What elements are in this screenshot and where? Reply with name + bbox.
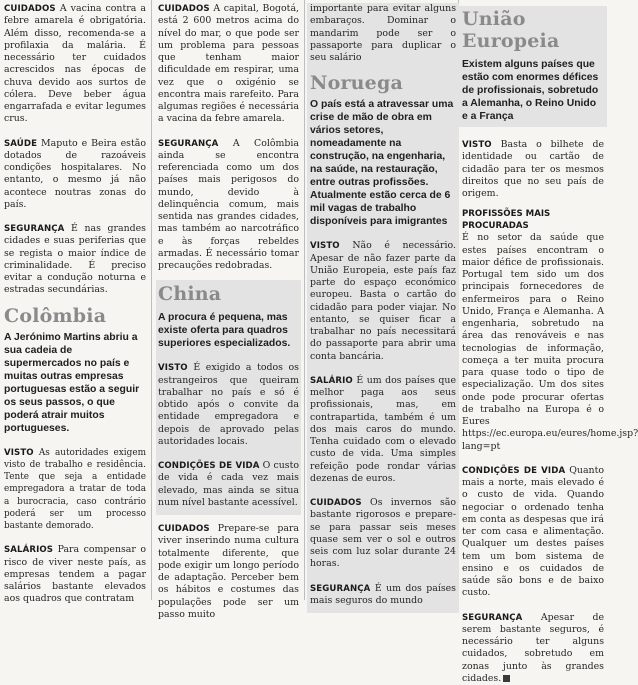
paragraph-seguranca	[462, 612, 604, 685]
lead-in: CONDIÇÕES DE VIDA	[158, 461, 259, 471]
paragraph-profissoes	[462, 232, 604, 453]
section-title-colombia: Colômbia	[4, 305, 146, 327]
lead-in: SAÚDE	[4, 139, 37, 149]
column-divider	[304, 0, 305, 600]
lead-in: SEGURANÇA	[158, 139, 218, 149]
column-divider	[151, 0, 152, 600]
section-title-noruega: Noruega	[310, 72, 456, 94]
paragraph-cuidados	[310, 497, 456, 571]
lead-in: SEGURANÇA	[4, 224, 64, 234]
body-text: É um dos países mais seguros do mundo	[310, 583, 456, 606]
body-text: É um dos países que melhor paga aos seus profissionais, mas, em contrapartida, também é um dos mais caros do mundo. Tenha cuidado com o elevado custo de vida. Uma simples refeição pode rondar várias dezenas de euros.	[310, 375, 456, 484]
subhead-profissoes: PROFISSÕES MAIS PROCURADAS	[462, 208, 604, 232]
column-3	[310, 3, 456, 613]
body-text: As autoridades exigem visto de trabalho e residência. Tente que seja a entidade empregadora a tratar de toda a burocracia, caso contrário poderá ser um processo bastante demorado.	[4, 448, 146, 532]
body-text: importante para evitar alguns embaraços. Dominar o mandarim pode ser o passaporte para duplicar o seu salário	[310, 3, 456, 63]
body-text: Apesar de serem bastante seguros, é necessário ter alguns cuidados, sobretudo em zonas junto às grandes cidades.	[462, 612, 604, 684]
body-text: É no setor da saúde que estes países encontram o maior défice de profissionais. Portugal tem sido um dos principais fornecedores de enfermeiros para o Reino Unido, França e Alemanha. A engenharia, sobretudo na área das renováveis e nas tecnologias de informação, começa a ter muita procura para quase todo o tipo de especialização. Um dos sites onde pode procurar ofertas de trabalho na Europa é o Eures https://ec.europa.eu/eures/home.jsp?lang=pt	[462, 232, 638, 451]
column-4	[462, 6, 604, 685]
lead-in: CUIDADOS	[158, 524, 210, 534]
lead-in: CUIDADOS	[4, 4, 56, 14]
paragraph-visto	[158, 362, 299, 448]
lead-in: CUIDADOS	[310, 498, 362, 508]
paragraph-cuidados	[4, 3, 146, 126]
paragraph-visto	[310, 240, 456, 363]
body-text: Maputo e Beira estão dotados de razoáveis condições hospitalares. No entanto, o mesmo já não acontece noutras zonas do país.	[4, 138, 146, 210]
column-2	[158, 3, 299, 621]
body-text: A capital, Bogotá, está 2 600 metros acima do nível do mar, o que pode ser um problema para pessoas que tenham maior dificuldade em respirar, uma vez que o oxigénio se encontra mais rarefeito. Para algumas regiões é necessária a vacina da febre amarela.	[158, 3, 299, 124]
standfirst-uniao-europeia: Existem alguns países que estão com enormes défices de profissionais, sobretudo a Alemanha, o Reino Unido e a França	[462, 58, 604, 123]
china-box	[156, 280, 301, 515]
body-text: É nas grandes cidades e suas periferias que se regista o maior índice de criminalidade. É preciso evitar a condução noturna e estradas secundárias.	[4, 223, 146, 295]
section-title-china: China	[158, 283, 299, 305]
body-text: Não é necessário. Apesar de não fazer parte da União Europeia, este país faz parte do espaço económico europeu. Basta o cartão do cidadão para poder viajar. No entanto, se quiser ficar a trabalhar no país necessitará do passaporte para abrir uma conta bancária.	[310, 240, 456, 361]
lead-in: VISTO	[158, 363, 188, 373]
lead-in: CONDIÇÕES DE VIDA	[462, 466, 565, 476]
body-text: Para compensar o risco de viver neste país, as empresas tendem a pagar salários bastante elevados aos quadros que contratam	[4, 544, 146, 604]
paragraph-cuidados	[158, 3, 299, 126]
lead-in: SEGURANÇA	[462, 613, 522, 623]
body-text: Prepare-se para viver inserindo numa cultura totalmente diferente, que pode exigir um longo período de adaptação. Perceber bem os hábitos e costumes das populações pode ser um passo muito	[158, 523, 299, 620]
body-text: A Colômbia ainda se encontra referenciada como um dos países mais perigosos do mundo, devido à delinquência comum, mais sentida nas grandes cidades, mas também ao narcotráfico e às forças rebeldes armadas. É necessário tomar precauções redobradas.	[158, 138, 299, 272]
section-title-uniao-europeia: União Europeia	[462, 8, 604, 52]
paragraph-salario	[310, 375, 456, 485]
standfirst-china: A procura é pequena, mas existe oferta para quadros superiores especializados.	[158, 311, 299, 350]
lead-in: VISTO	[310, 241, 340, 251]
paragraph-cuidados-china	[158, 523, 299, 621]
ue-box	[459, 6, 607, 127]
paragraph-visto	[462, 139, 604, 200]
lead-in: SALÁRIOS	[4, 545, 53, 555]
body-text: A vacina contra a febre amarela é obrigatória. Além disso, recomenda-se a profilaxia da malária. É necessário ter cuidados acrescidos nas épocas de chuva devido aos surtos de cólera. Deve beber água engarrafada e evitar legumes crus.	[4, 3, 146, 124]
paragraph-condicoes-vida	[158, 460, 299, 509]
body-text: O custo de vida é cada vez mais elevado, mas ainda se situa num nível bastante acessível.	[158, 460, 299, 508]
paragraph-seguranca	[310, 583, 456, 608]
column-1	[4, 3, 146, 606]
lead-in: SALÁRIO	[310, 376, 353, 386]
body-text: Quanto mais a norte, mais elevado é o custo de vida. Quando negociar o ordenado tenha em conta as despesas que irá ter com casa e alimentação. Qualquer um destes países tem um bom sistema de ensino e os cuidados de saúde são bons e de baixo custo.	[462, 465, 604, 599]
paragraph-salarios	[4, 544, 146, 605]
body-text: Basta o bilhete de identidade ou cartão de cidadão para ter os mesmos direitos que no seu país de origem.	[462, 139, 604, 199]
body-text: Os invernos são bastante rigorosos e prepare-se para passar seis meses quase sem ver o sol e outros seis com luz solar durante 24 horas.	[310, 497, 456, 569]
standfirst-noruega: O país está a atravessar uma crise de mão de obra em vários setores, nomeadamente na construção, na engenharia, na saúde, na restauração, entre outras profissões. Atualmente estão cerca de 6 mil vagas de trabalho disponíveis para imigrantes	[310, 98, 456, 228]
lead-in: SEGURANÇA	[310, 584, 370, 594]
paragraph-seguranca	[158, 138, 299, 273]
lead-in: VISTO	[462, 140, 492, 150]
body-text: É exigido a todos os estrangeiros que queiram trabalhar no país e só é obtido após o convite da entidade empregadora e depois de aprovado pelas autoridades locais.	[158, 362, 299, 447]
noruega-box	[307, 3, 459, 613]
end-of-article-icon	[503, 675, 510, 682]
lead-in: VISTO	[4, 448, 34, 458]
paragraph-seguranca	[4, 223, 146, 297]
paragraph-continuation	[310, 3, 456, 64]
paragraph-saude	[4, 138, 146, 212]
lead-in: CUIDADOS	[158, 4, 210, 14]
paragraph-condicoes-vida	[462, 465, 604, 600]
standfirst-colombia: A Jerónimo Martins abriu a sua cadeia de supermercados no país e muitas outras empresas portuguesas estão a seguir os seus passos, o que poderá atrair muitos portugueses.	[4, 331, 146, 435]
paragraph-visto	[4, 447, 146, 533]
